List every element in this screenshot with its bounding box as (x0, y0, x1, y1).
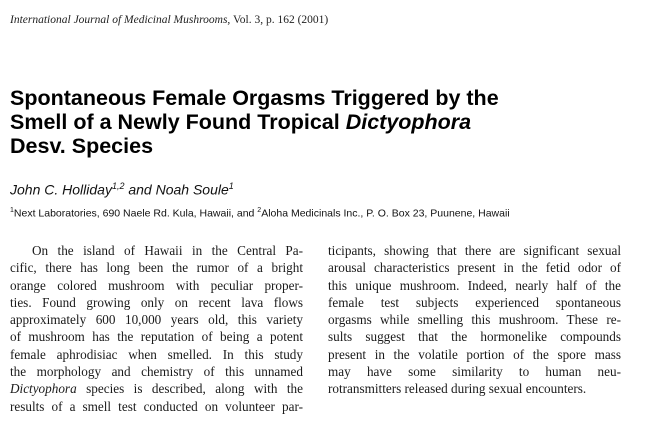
body-line: results of a smell test conducted on volunteer par- (10, 398, 303, 414)
body-line: arousal characteristics present in the fetid odor of (328, 260, 621, 276)
body-line: ticipants, showing that there are significant sexual (328, 243, 621, 258)
affiliations (10, 207, 510, 220)
title-line-2: Smell of a Newly Found Tropical (10, 110, 346, 134)
body-line-genus (10, 380, 303, 397)
title-line-3: Desv. Species (10, 134, 154, 158)
title-genus: Dictyophora (345, 110, 472, 134)
body-line: this unique mushroom. Indeed, nearly half of the (328, 277, 621, 293)
title-line-1: Spontaneous Female Orgasms Triggered by the (10, 86, 499, 110)
body-line-rest: species is described, along with the (76, 381, 303, 397)
article-title (10, 86, 610, 158)
affil-1: Next Laboratories, 690 Naele Rd. Kula, Hawaii, and (13, 207, 258, 220)
body-line: may have some similarity to human neu- (328, 364, 621, 380)
body-line: sults suggest that the hormonelike compounds (328, 329, 621, 345)
journal-name: International Journal of Medicinal Mushrooms (10, 14, 228, 26)
body-line: ties. Found growing only on recent lava flows (10, 294, 303, 310)
body-line: the morphology and chemistry of this unnamed (10, 364, 303, 380)
body-line: On the island of Hawaii in the Central Pa- (32, 243, 303, 258)
body-line: of mushroom has the reputation of being a potent (10, 329, 303, 345)
abstract-column-left (10, 242, 303, 415)
body-line: cific, there has long been the rumor of a bright (10, 260, 303, 276)
body-line: female test subjects experienced spontaneous (328, 294, 621, 310)
affil-1-marker: 1 (10, 207, 14, 214)
abstract-column-right (328, 242, 621, 398)
body-line: orgasms while smelling this mushroom. These re- (328, 312, 621, 328)
author-and: and (124, 181, 156, 198)
affil-2: Aloha Medicinals Inc., P. O. Box 23, Puunene, Hawaii (261, 207, 510, 220)
body-line: female aphrodisiac when smelled. In this study (10, 346, 303, 362)
journal-citation (10, 14, 328, 26)
body-line: approximately 600 10,000 years old, this variety (10, 312, 303, 328)
body-line: rotransmitters released during sexual encounters. (328, 381, 587, 397)
author-holliday: John C. Holliday (10, 181, 112, 198)
affil-2-marker: 2 (257, 207, 262, 214)
journal-volume: , Vol. 3, p. 162 (2001) (227, 14, 329, 26)
genus-dictyophora: Dictyophora (10, 381, 77, 397)
author-soule-affil: 1 (228, 181, 234, 191)
author-list (10, 181, 234, 198)
author-holliday-affil: 1,2 (111, 181, 125, 191)
author-soule: Noah Soule (155, 181, 229, 198)
body-line: orange colored mushroom with peculiar proper- (10, 277, 303, 293)
body-line: present in the volatile portion of the spore mass (328, 346, 621, 362)
